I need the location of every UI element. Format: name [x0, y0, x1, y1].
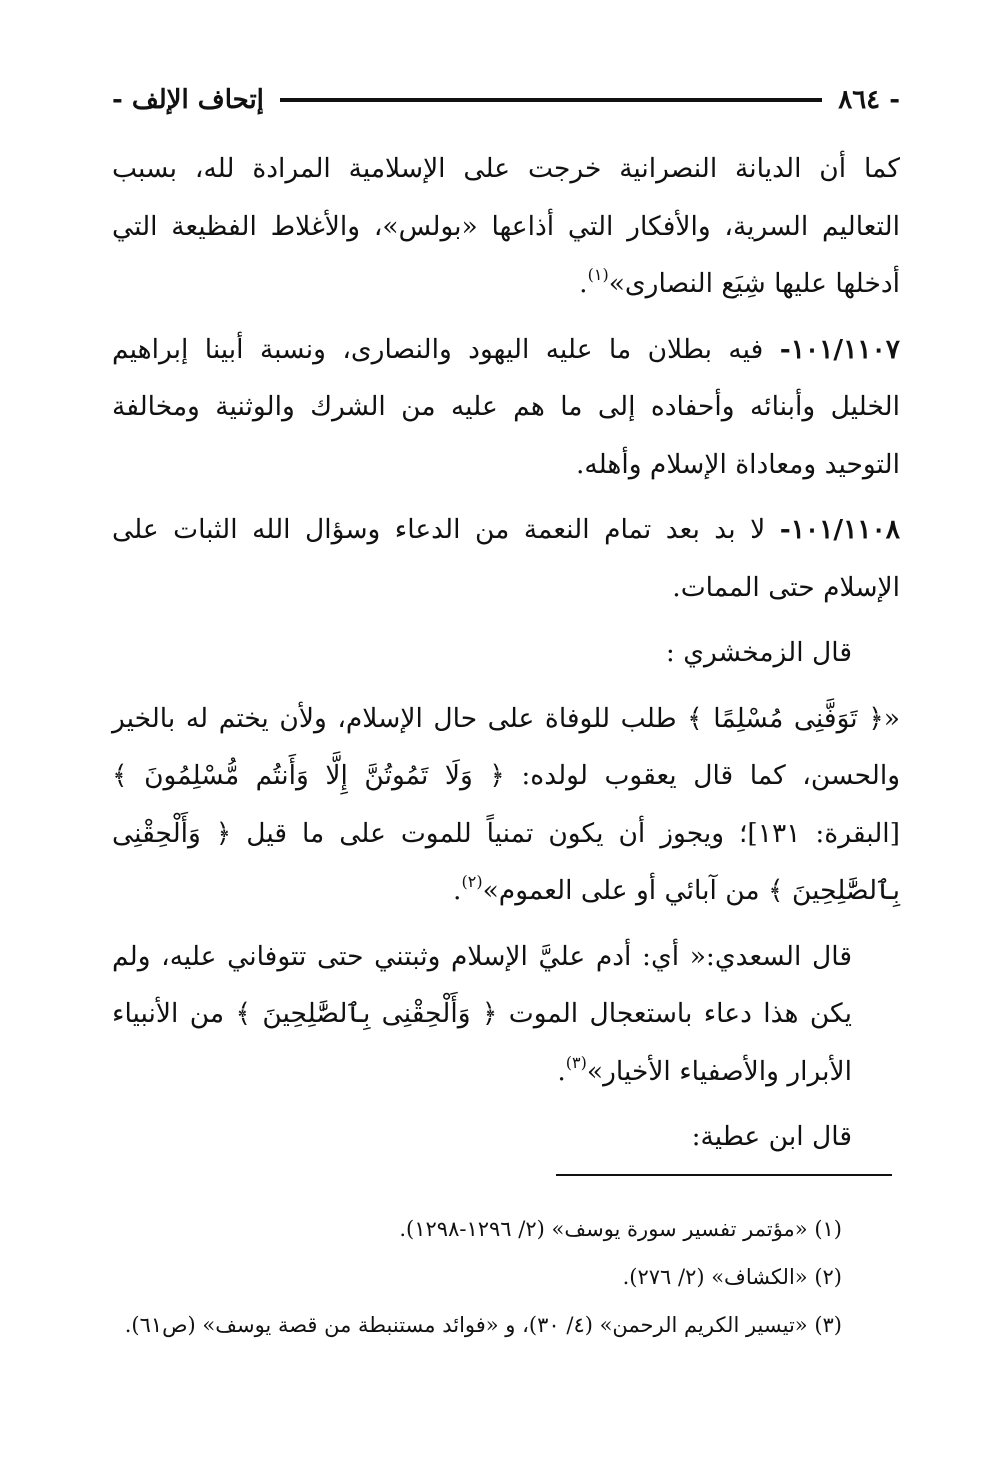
footnote-ref-2: (٢): [461, 872, 483, 891]
zamakhshari-quote-a: «﴿ تَوَفَّنِى مُسْلِمًا ﴾ طلب للوفاة على حال الإسلام، ولأن يختم له بالخير والحسن، كما قال يعقوب لولده:: [112, 702, 900, 791]
saadi-quote: [112, 928, 900, 1101]
book-title: إتحاف الإلف -: [112, 85, 264, 115]
paragraph-1107-text: فيه بطلان ما عليه اليهود والنصارى، ونسبة أبينا إبراهيم الخليل وأبنائه وأحفاده إلى ما هم عليه من الشرك والوثنية ومخالفة التوحيد ومعاداة الإسلام وأهله.: [112, 333, 900, 480]
paragraph-1107: [112, 321, 900, 494]
saadi-quote-a: قال السعدي:« أي: أدم عليَّ الإسلام وثبتني حتى تتوفاني عليه، ولم يكن هذا دعاء باستعجال الموت: [112, 940, 852, 1029]
paragraph-1108: [112, 501, 900, 616]
header-rule: [280, 98, 822, 102]
footnote-3: (٣) «تيسير الكريم الرحمن» (٤/ ٣٠)، و «فوائد مستنبطة من قصة يوسف» (ص٦١).: [124, 1313, 842, 1337]
item-number-1108: ١٠١/١١٠٨-: [779, 514, 900, 545]
main-text: [112, 140, 900, 1174]
quran-verse-baqara: ﴿ وَلَا تَمُوتُنَّ إِلَّا وَأَنتُم مُّسْلِمُونَ ﴾: [112, 760, 505, 791]
paragraph-1108-text: لا بد بعد تمام النعمة من الدعاء وسؤال الله الثبات على الإسلام حتى الممات.: [112, 514, 900, 603]
footnote-ref-1: (١): [587, 265, 609, 284]
footnote-separator: [556, 1174, 892, 1176]
paragraph-1: [112, 140, 900, 313]
footnotes: [112, 1205, 900, 1349]
item-number-1107: ١٠١/١١٠٧-: [779, 333, 900, 365]
zamakhshari-quote-end: .: [453, 875, 462, 906]
ibn-atiyya-heading: قال ابن عطية:: [691, 1121, 852, 1152]
footnote-2: (٢) «الكشاف» (٢/ ٢٧٦).: [622, 1265, 842, 1289]
zamakhshari-quote: [112, 690, 900, 920]
footnote-ref-3: (٣): [565, 1052, 587, 1072]
zamakhshari-quote-c: من آبائي أو على العموم»: [482, 875, 769, 906]
saadi-quote-end: .: [557, 1055, 566, 1087]
zamakhshari-quote-b: [البقرة: ١٣١]؛ ويجوز أن يكون تمنياً للموت على ما قيل: [231, 817, 900, 849]
quran-verse-salihin-1: ﴿ وَأَلْحِقْنِى بِٱلصَّٰلِحِينَ ﴾: [112, 817, 900, 906]
paragraph-1-end: .: [579, 268, 588, 299]
saadi-quote-b: من الأنبياء الأبرار والأصفياء الأخيار»: [112, 998, 852, 1087]
quran-verse-salihin-2: ﴿ وَأَلْحِقْنِى بِٱلصَّٰلِحِينَ ﴾: [235, 998, 498, 1029]
zamakhshari-heading: قال الزمخشري :: [665, 637, 852, 668]
page-number: - ٨٦٤: [838, 85, 900, 115]
paragraph-1-text: كما أن الديانة النصرانية خرجت على الإسلامية المرادة لله، بسبب التعاليم السرية، والأفكار التي أذاعها «بولس»، والأغلاط الفظيعة التي أدخلها عليها شِيَع النصارى»: [112, 153, 900, 299]
page-header: [112, 78, 900, 122]
footnote-1: (١) «مؤتمر تفسير سورة يوسف» (٢/ ١٢٩٦-١٢٩٨).: [399, 1217, 842, 1241]
